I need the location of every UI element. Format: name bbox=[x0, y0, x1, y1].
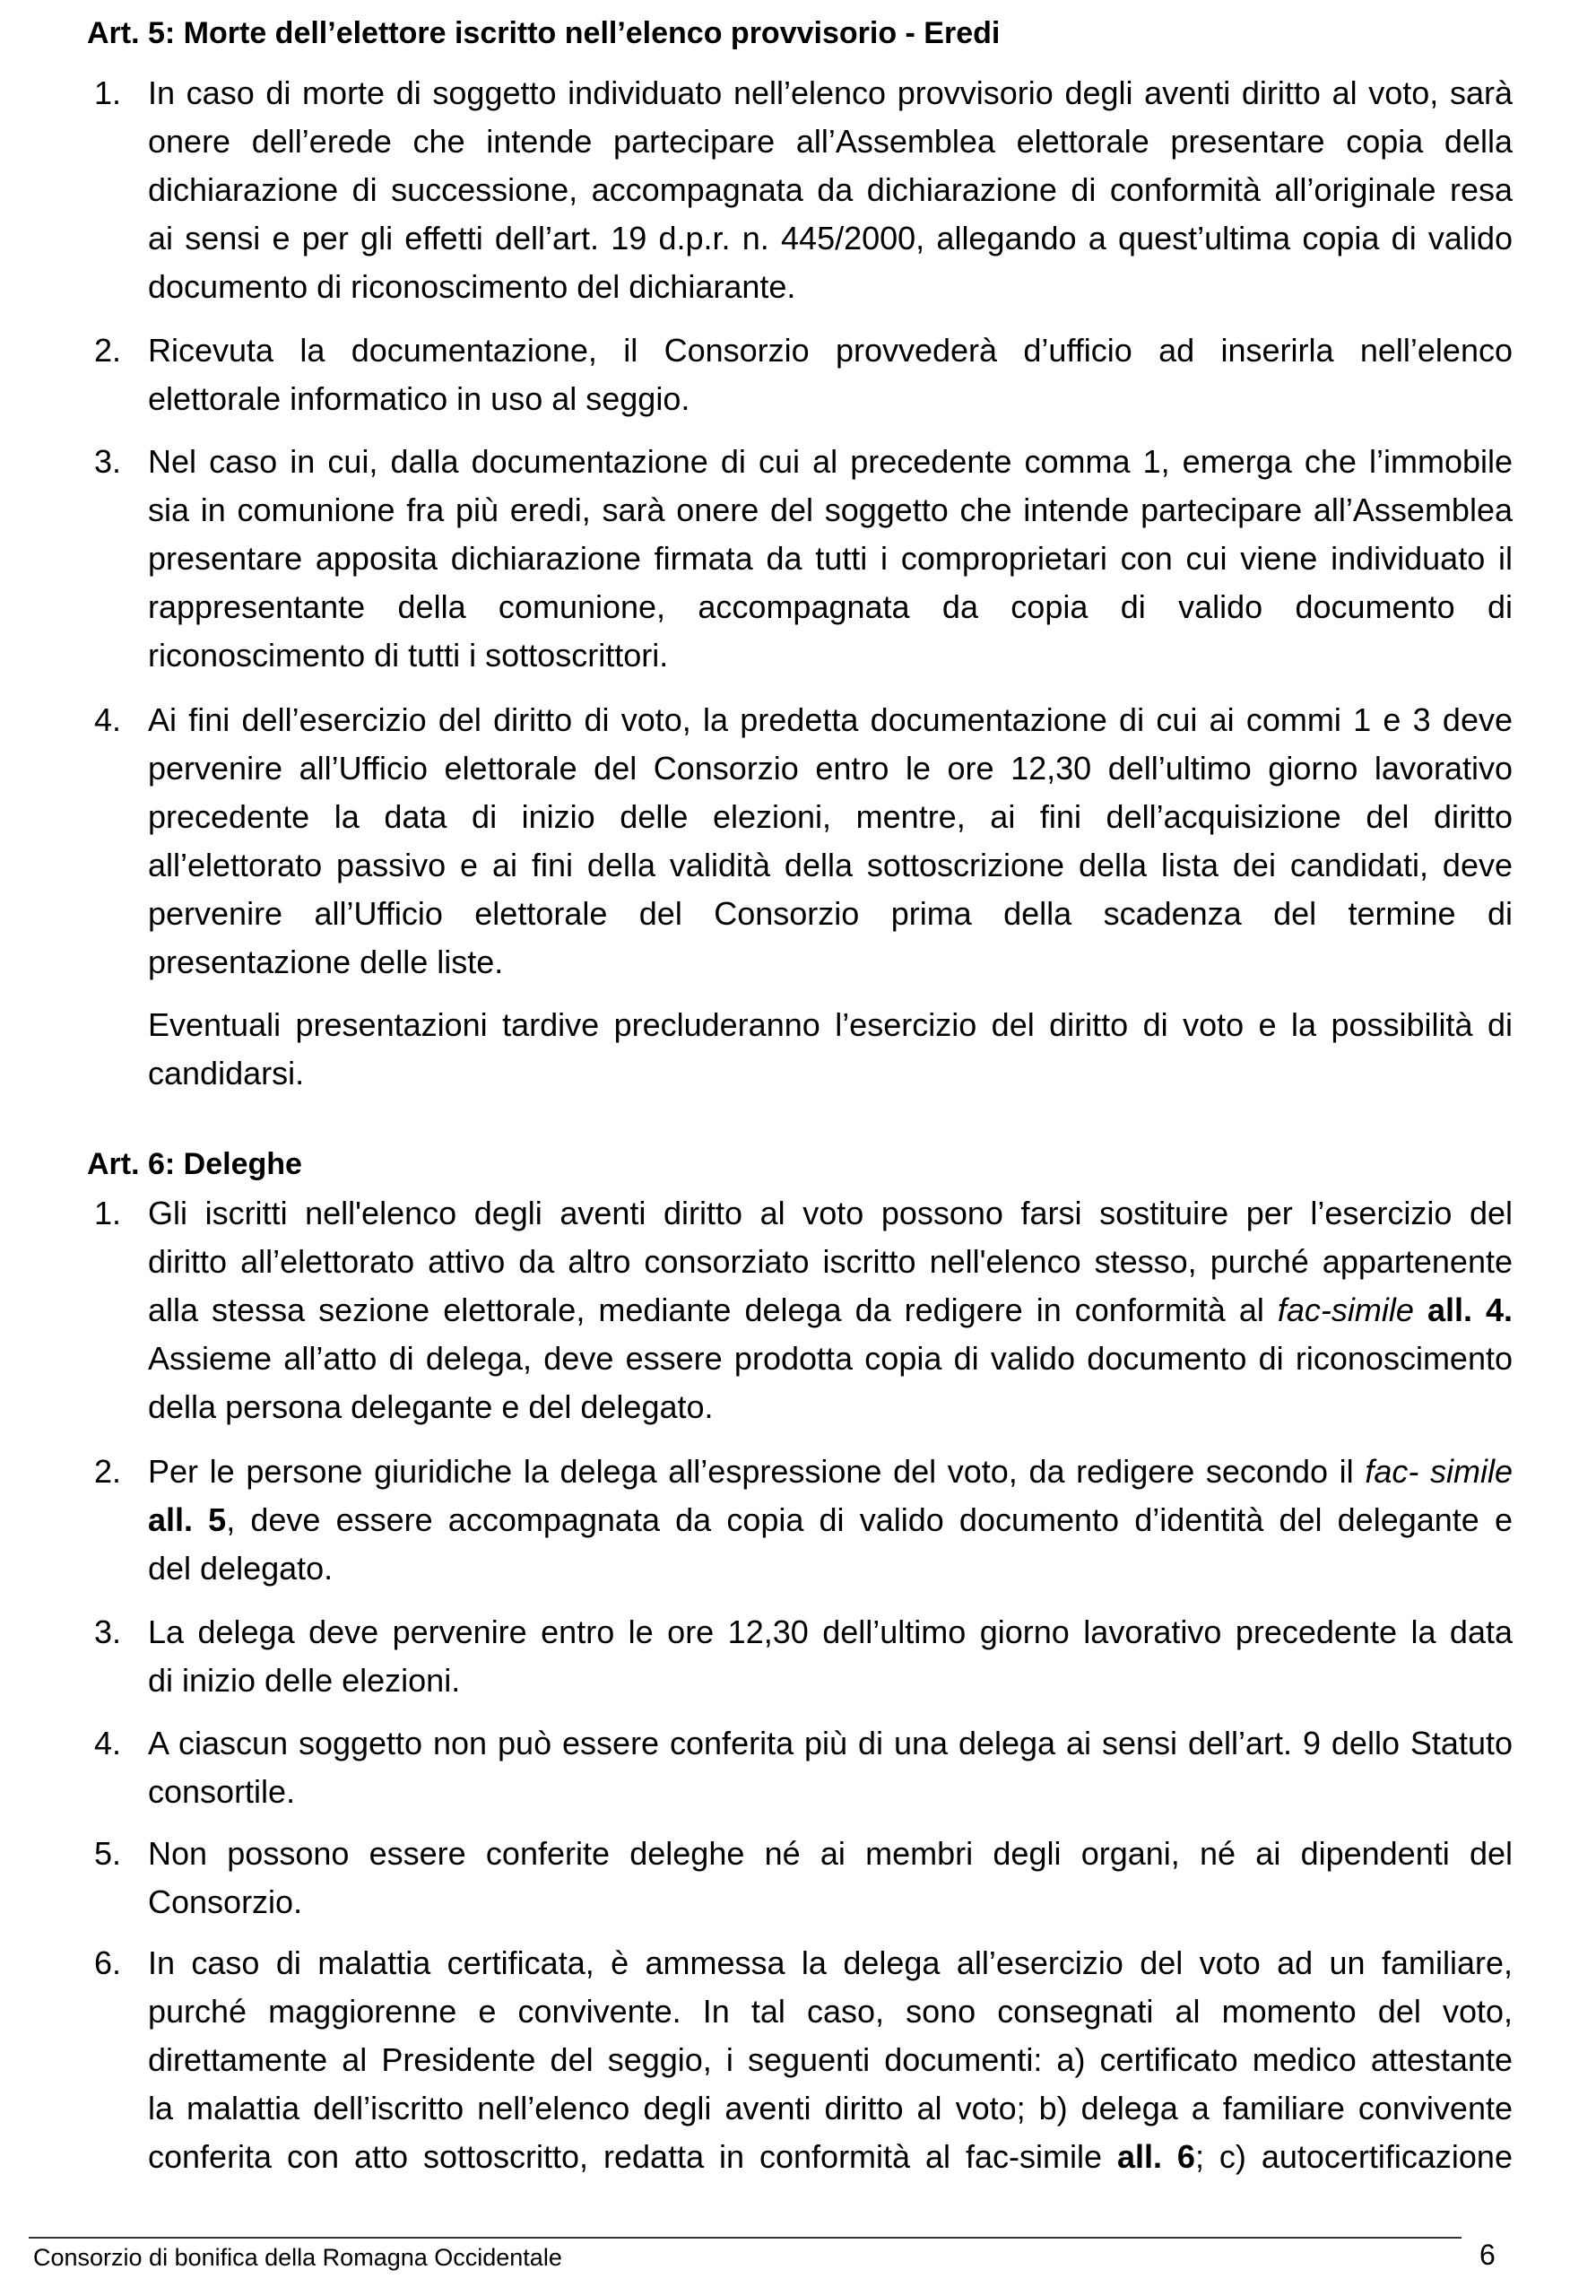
text-run: Non possono essere conferite deleghe né ai membri degli organi, né ai dipendenti del bbox=[148, 1835, 1513, 1872]
paragraph-text bbox=[148, 1448, 1513, 1593]
paragraph-number: 6. bbox=[94, 1944, 122, 1981]
text-line bbox=[148, 438, 1513, 486]
text-line bbox=[148, 1544, 1513, 1593]
text-line bbox=[148, 2036, 1513, 2084]
text-line bbox=[148, 535, 1513, 583]
text-line bbox=[148, 1383, 1513, 1431]
bold-text: all. 5 bbox=[148, 1501, 227, 1538]
text-run: alla stessa sezione elettorale, mediante delega da redigere in conformità al bbox=[148, 1292, 1278, 1328]
text-run bbox=[1414, 1292, 1427, 1328]
paragraph-text bbox=[148, 69, 1513, 311]
paragraph-text bbox=[148, 1830, 1513, 1926]
text-line bbox=[148, 1830, 1513, 1878]
text-run: direttamente al Presidente del seggio, i seguenti documenti: a) certificato medico attestante bbox=[148, 2041, 1513, 2078]
text-run: Assieme all’atto di delega, deve essere prodotta copia di valido documento di riconoscimento bbox=[148, 1340, 1513, 1377]
text-line bbox=[148, 1878, 1513, 1926]
text-line bbox=[148, 1049, 1513, 1098]
text-run: sia in comunione fra più eredi, sarà onere del soggetto che intende partecipare all’Assemblea bbox=[148, 491, 1513, 528]
text-run: Per le persone giuridiche la delega all’espressione del voto, da redigere secondo il bbox=[148, 1453, 1366, 1490]
text-run: rappresentante della comunione, accompagnata da copia di valido documento di bbox=[148, 588, 1513, 625]
text-line bbox=[148, 214, 1513, 263]
text-line bbox=[148, 841, 1513, 890]
text-line bbox=[148, 2133, 1513, 2181]
text-line bbox=[148, 1001, 1513, 1049]
text-line bbox=[148, 2084, 1513, 2133]
text-line bbox=[148, 1987, 1513, 2036]
text-run: precedente la data di inizio delle elezioni, mentre, ai fini dell’acquisizione del diritto bbox=[148, 798, 1513, 835]
text-run: pervenire all’Ufficio elettorale del Consorzio prima della scadenza del termine di bbox=[148, 895, 1513, 932]
text-run: elettorale informatico in uso al seggio. bbox=[148, 380, 690, 417]
text-run: all’elettorato passivo e ai fini della validità della sottoscrizione della lista dei candidati, deve bbox=[148, 847, 1513, 883]
paragraph-text bbox=[148, 1189, 1513, 1431]
text-run: dichiarazione di successione, accompagnata da dichiarazione di conformità all’originale resa bbox=[148, 171, 1513, 208]
text-run: documento di riconoscimento del dichiarante. bbox=[148, 268, 796, 305]
text-run: consortile. bbox=[148, 1773, 296, 1810]
text-run: conferita con atto sottoscritto, redatta in conformità al fac-simile bbox=[148, 2138, 1117, 2175]
text-run: ; c) autocertificazione bbox=[1194, 2138, 1513, 2175]
paragraph-text bbox=[148, 1939, 1513, 2181]
text-line bbox=[148, 326, 1513, 375]
text-run: la malattia dell’iscritto nell’elenco degli aventi diritto al voto; b) delega a familiare convivente bbox=[148, 2090, 1513, 2126]
text-line bbox=[148, 1286, 1513, 1335]
text-line bbox=[148, 1939, 1513, 1987]
text-run: Eventuali presentazioni tardive precluderanno l’esercizio del diritto di voto e la possibilità di bbox=[148, 1006, 1513, 1043]
text-run: La delega deve pervenire entro le ore 12,30 dell’ultimo giorno lavorativo precedente la data bbox=[148, 1613, 1513, 1650]
text-run: Nel caso in cui, dalla documentazione di cui al precedente comma 1, emerga che l’immobile bbox=[148, 443, 1513, 480]
text-line bbox=[148, 375, 1513, 423]
text-line bbox=[148, 117, 1513, 166]
text-run: di inizio delle elezioni. bbox=[148, 1662, 461, 1699]
text-line bbox=[148, 1768, 1513, 1816]
text-run: riconoscimento di tutti i sottoscrittori. bbox=[148, 637, 669, 674]
text-run: , deve essere accompagnata da copia di valido documento d’identità del delegante e bbox=[226, 1501, 1513, 1538]
text-line bbox=[148, 696, 1513, 744]
text-line bbox=[148, 1335, 1513, 1383]
article-6-heading: Art. 6: Deleghe bbox=[87, 1147, 302, 1181]
text-run: onere dell’erede che intende partecipare all’Assemblea elettorale presentare copia della bbox=[148, 123, 1513, 160]
text-run: diritto all’elettorato attivo da altro consorziato iscritto nell'elenco stesso, purché appartenente bbox=[148, 1243, 1513, 1280]
paragraph-text bbox=[148, 438, 1513, 680]
text-line bbox=[148, 744, 1513, 793]
text-line bbox=[148, 1657, 1513, 1705]
text-run: Ai fini dell’esercizio del diritto di voto, la predetta documentazione di cui ai commi 1 e 3 deve bbox=[148, 701, 1513, 738]
text-line bbox=[148, 1719, 1513, 1768]
footer-divider bbox=[29, 2237, 1462, 2239]
paragraph-number: 3. bbox=[94, 1613, 122, 1650]
paragraph-text bbox=[148, 326, 1513, 423]
text-run: Gli iscritti nell'elenco degli aventi diritto al voto possono farsi sostituire per l’esercizio del bbox=[148, 1195, 1513, 1231]
italic-text: fac-simile bbox=[1277, 1292, 1414, 1328]
text-run: del delegato. bbox=[148, 1550, 334, 1587]
text-line bbox=[148, 69, 1513, 117]
text-run: presentazione delle liste. bbox=[148, 944, 504, 980]
text-line bbox=[148, 1496, 1513, 1544]
paragraph-text bbox=[148, 1608, 1513, 1705]
paragraph-number: 2. bbox=[94, 1453, 122, 1490]
page-number: 6 bbox=[1479, 2239, 1496, 2271]
text-run: candidarsi. bbox=[148, 1055, 305, 1091]
italic-text: fac- simile bbox=[1365, 1453, 1513, 1490]
text-run: della persona delegante e del delegato. bbox=[148, 1388, 714, 1425]
text-line bbox=[148, 1448, 1513, 1496]
paragraph-text bbox=[148, 1001, 1513, 1098]
text-run: pervenire all’Ufficio elettorale del Consorzio entro le ore 12,30 dell’ultimo giorno lavorativo bbox=[148, 750, 1513, 787]
paragraph-number: 2. bbox=[94, 332, 122, 369]
text-run: presentare apposita dichiarazione firmata da tutti i comproprietari con cui viene individuato il bbox=[148, 540, 1513, 577]
text-run: purché maggiorenne e convivente. In tal caso, sono consegnati al momento del voto, bbox=[148, 1993, 1513, 2030]
text-run: ai sensi e per gli effetti dell’art. 19 d.p.r. n. 445/2000, allegando a quest’ultima copia di valido bbox=[148, 220, 1513, 257]
bold-text: all. 4. bbox=[1427, 1292, 1514, 1328]
paragraph-number: 4. bbox=[94, 701, 122, 738]
text-run: Ricevuta la documentazione, il Consorzio provvederà d’ufficio ad inserirla nell’elenco bbox=[148, 332, 1513, 369]
paragraph-number: 3. bbox=[94, 443, 122, 480]
text-run: A ciascun soggetto non può essere conferita più di una delega ai sensi dell’art. 9 dello Statuto bbox=[148, 1725, 1513, 1761]
text-run: In caso di morte di soggetto individuato nell’elenco provvisorio degli aventi diritto al voto, sarà bbox=[148, 74, 1513, 111]
paragraph-number: 4. bbox=[94, 1725, 122, 1761]
footer-organization: Consorzio di bonifica della Romagna Occidentale bbox=[33, 2244, 562, 2271]
text-line bbox=[148, 1238, 1513, 1286]
text-line bbox=[148, 1608, 1513, 1657]
text-line bbox=[148, 166, 1513, 214]
paragraph-number: 5. bbox=[94, 1835, 122, 1872]
paragraph-number: 1. bbox=[94, 1195, 122, 1231]
text-line bbox=[148, 486, 1513, 535]
text-line bbox=[148, 938, 1513, 987]
paragraph-text bbox=[148, 696, 1513, 987]
text-run: Consorzio. bbox=[148, 1883, 303, 1920]
text-line bbox=[148, 631, 1513, 680]
paragraph-text bbox=[148, 1719, 1513, 1816]
text-line bbox=[148, 583, 1513, 631]
text-run: In caso di malattia certificata, è ammessa la delega all’esercizio del voto ad un familiare, bbox=[148, 1944, 1513, 1981]
text-line bbox=[148, 1189, 1513, 1238]
text-line bbox=[148, 263, 1513, 311]
paragraph-number: 1. bbox=[94, 74, 122, 111]
bold-text: all. 6 bbox=[1116, 2138, 1195, 2175]
article-5-heading: Art. 5: Morte dell’elettore iscritto nell’elenco provvisorio - Eredi bbox=[87, 16, 1001, 50]
text-line bbox=[148, 793, 1513, 841]
text-line bbox=[148, 890, 1513, 938]
